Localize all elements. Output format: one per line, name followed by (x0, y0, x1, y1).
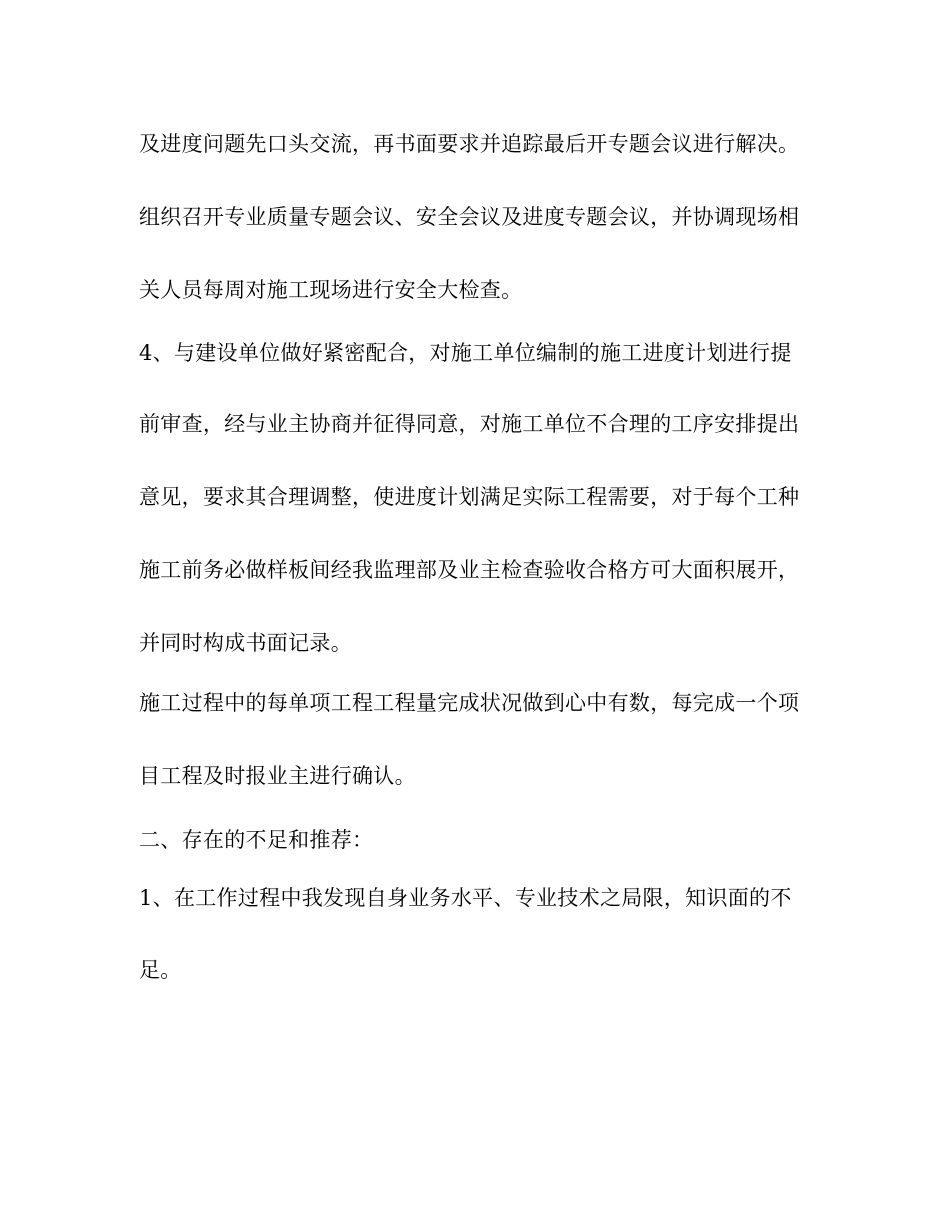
text-line: 足。 (139, 958, 182, 982)
text-line: 意见，要求其合理调整，使进度计划满足实际工程需要，对于每个工种 (139, 485, 800, 509)
text-line: 组织召开专业质量专题会议、安全会议及进度专题会议，并协调现场相 (139, 205, 800, 229)
text-line: 1、在工作过程中我发现自身业务水平、专业技术之局限，知识面的不 (139, 886, 792, 910)
text-line: 前审查，经与业主协商并征得同意，对施工单位不合理的工序安排提出 (139, 412, 800, 436)
text-line: 二、存在的不足和推荐： (139, 828, 374, 852)
text-line: 及进度问题先口头交流，再书面要求并追踪最后开专题会议进行解决。 (139, 132, 800, 156)
text-line: 并同时构成书面记录。 (139, 631, 352, 655)
text-line: 目工程及时报业主进行确认。 (139, 764, 416, 788)
text-line: 关人员每周对施工现场进行安全大检查。 (139, 278, 523, 302)
text-line: 施工前务必做样板间经我监理部及业主检查验收合格方可大面积展开， (139, 558, 800, 582)
text-line: 4、与建设单位做好紧密配合，对施工单位编制的施工进度计划进行提 (139, 341, 792, 365)
text-line: 施工过程中的每单项工程工程量完成状况做到心中有数，每完成一个项 (139, 691, 800, 715)
